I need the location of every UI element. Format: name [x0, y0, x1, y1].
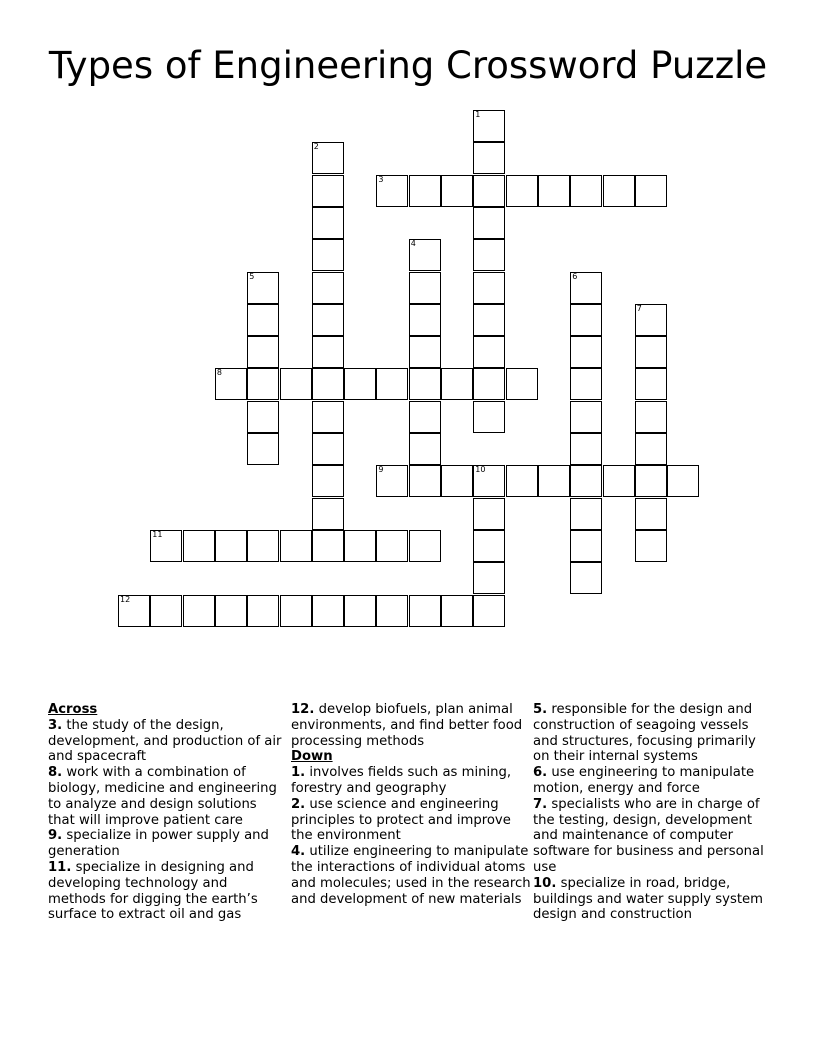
clue-number: 1 — [475, 110, 481, 119]
grid-cell[interactable] — [635, 433, 667, 465]
clues-column-2 — [291, 702, 531, 907]
grid-cell[interactable] — [538, 175, 570, 207]
grid-cell[interactable] — [247, 595, 279, 627]
grid-cell[interactable] — [473, 207, 505, 239]
grid-cell[interactable] — [409, 595, 441, 627]
clue-down-10: 10. specialize in road, bridge, buildings and water supply system design and construction — [533, 875, 763, 923]
grid-cell[interactable] — [247, 304, 279, 336]
grid-cell[interactable] — [376, 465, 408, 497]
grid-cell[interactable] — [312, 142, 344, 174]
grid-cell[interactable] — [376, 175, 408, 207]
clue-down-5: 5. responsible for the design and construction of seagoing vessels and structures, focusing primarily on their internal systems — [533, 702, 756, 765]
grid-cell[interactable] — [473, 336, 505, 368]
grid-cell[interactable] — [215, 368, 247, 400]
grid-cell[interactable] — [344, 595, 376, 627]
page-title: Types of Engineering Crossword Puzzle — [48, 44, 768, 87]
grid-cell[interactable] — [312, 498, 344, 530]
grid-cell[interactable] — [473, 401, 505, 433]
grid-cell[interactable] — [635, 465, 667, 497]
clue-number: 5 — [249, 271, 255, 281]
grid-cell[interactable] — [570, 401, 602, 433]
grid-cell[interactable] — [215, 595, 247, 627]
grid-cell[interactable] — [409, 368, 441, 400]
clue-across-12: 12. develop biofuels, plan animal environments, and find better food processing methods — [291, 702, 523, 749]
grid-cell[interactable] — [473, 498, 505, 530]
clue-number: 6 — [572, 271, 578, 281]
grid-cell[interactable] — [312, 401, 344, 433]
clue-down-6: 6. use engineering to manipulate motion, energy and force — [533, 765, 755, 796]
grid-cell[interactable] — [312, 239, 344, 271]
grid-cell[interactable] — [376, 368, 408, 400]
clue-down-1: 1. involves fields such as mining, forestry and geography — [291, 765, 512, 796]
grid-cell[interactable] — [215, 530, 247, 562]
grid-cell[interactable] — [473, 530, 505, 562]
grid-cell[interactable] — [312, 304, 344, 336]
grid-cell[interactable] — [312, 595, 344, 627]
clue-across-3: 3. the study of the design, development, and production of air and spacecraft — [48, 717, 282, 765]
clue-down-2: 2. use science and engineering principles to protect and improve the environment — [291, 796, 511, 844]
clue-across-9: 9. specialize in power supply and generation — [48, 828, 269, 860]
grid-cell[interactable] — [312, 207, 344, 239]
grid-cell[interactable] — [312, 368, 344, 400]
grid-cell[interactable] — [376, 595, 408, 627]
grid-cell[interactable] — [473, 368, 505, 400]
grid-cell[interactable] — [473, 142, 505, 174]
grid-cell[interactable] — [409, 530, 441, 562]
down-heading: Down — [291, 749, 333, 765]
clue-number: 2 — [313, 142, 319, 152]
clue-across-8: 8. work with a combination of biology, medicine and engineering to analyze and design solutions that will improve patient care — [48, 765, 277, 828]
grid-cell[interactable] — [506, 368, 538, 400]
grid-cell[interactable] — [570, 465, 602, 497]
clue-number: 8 — [216, 368, 222, 378]
grid-cell[interactable] — [312, 272, 344, 304]
grid-cell[interactable] — [247, 433, 279, 465]
grid-cell[interactable] — [409, 175, 441, 207]
clue-number: 9 — [378, 465, 384, 475]
clue-across-11: 11. specialize in designing and developing technology and methods for digging the earth’s surface to extract oil and gas — [48, 859, 258, 923]
grid-cell[interactable] — [570, 498, 602, 530]
grid-cell[interactable] — [473, 239, 505, 271]
grid-cell[interactable] — [247, 401, 279, 433]
grid-cell[interactable] — [635, 530, 667, 562]
grid-cell[interactable] — [280, 368, 312, 400]
grid-cell[interactable] — [570, 530, 602, 562]
grid-cell[interactable] — [635, 336, 667, 368]
grid-cell[interactable] — [473, 175, 505, 207]
grid-cell[interactable] — [409, 433, 441, 465]
grid-cell[interactable] — [280, 595, 312, 627]
grid-cell[interactable] — [247, 336, 279, 368]
grid-cell[interactable] — [635, 175, 667, 207]
grid-cell[interactable] — [409, 272, 441, 304]
grid-cell[interactable] — [183, 530, 215, 562]
grid-cell[interactable] — [506, 465, 538, 497]
grid-cell[interactable] — [667, 465, 699, 497]
clue-number: 3 — [378, 174, 384, 184]
grid-cell[interactable] — [118, 595, 150, 627]
grid-cell[interactable] — [473, 304, 505, 336]
grid-cell[interactable] — [570, 433, 602, 465]
grid-cell[interactable] — [312, 175, 344, 207]
grid-cell[interactable] — [280, 530, 312, 562]
clue-down-7: 7. specialists who are in charge of the testing, design, development and maintenance of computer software for business and personal use — [533, 796, 764, 875]
grid-cell[interactable] — [473, 465, 505, 497]
grid-cell[interactable] — [635, 401, 667, 433]
grid-cell[interactable] — [473, 272, 505, 304]
grid-cell[interactable] — [409, 336, 441, 368]
clue-number: 4 — [410, 239, 416, 249]
grid-cell[interactable] — [441, 465, 473, 497]
clue-number: 12 — [120, 594, 131, 604]
grid-cell[interactable] — [312, 433, 344, 465]
clues-column-3 — [533, 702, 773, 923]
grid-cell[interactable] — [150, 530, 182, 562]
clue-number: 10 — [475, 465, 486, 475]
grid-cell[interactable] — [247, 530, 279, 562]
clue-number: 7 — [636, 303, 642, 313]
grid-cell[interactable] — [441, 595, 473, 627]
grid-cell[interactable] — [473, 110, 505, 142]
grid-cell[interactable] — [570, 304, 602, 336]
across-heading: Across — [48, 702, 98, 717]
grid-cell[interactable] — [409, 465, 441, 497]
clue-down-4: 4. utilize engineering to manipulate the interactions of individual atoms and molecules; used in the research and development of new materials — [291, 844, 531, 907]
grid-cell[interactable] — [473, 562, 505, 594]
grid-cell[interactable] — [312, 530, 344, 562]
grid-cell[interactable] — [603, 465, 635, 497]
grid-cell[interactable] — [635, 498, 667, 530]
grid-cell[interactable] — [441, 368, 473, 400]
grid-cell[interactable] — [409, 304, 441, 336]
grid-cell[interactable] — [312, 465, 344, 497]
grid-cell[interactable] — [376, 530, 408, 562]
grid-cell[interactable] — [150, 595, 182, 627]
grid-cell[interactable] — [344, 530, 376, 562]
grid-cell[interactable] — [183, 595, 215, 627]
grid-cell[interactable] — [312, 336, 344, 368]
grid-cell[interactable] — [247, 368, 279, 400]
grid-cell[interactable] — [570, 175, 602, 207]
clue-number: 11 — [152, 529, 163, 539]
grid-cell[interactable] — [538, 465, 570, 497]
grid-cell[interactable] — [441, 175, 473, 207]
clues-column-1 — [48, 702, 284, 923]
grid-cell[interactable] — [570, 336, 602, 368]
grid-cell[interactable] — [570, 368, 602, 400]
grid-cell[interactable] — [635, 304, 667, 336]
grid-cell[interactable] — [603, 175, 635, 207]
grid-cell[interactable] — [344, 368, 376, 400]
grid-cell[interactable] — [635, 368, 667, 400]
grid-cell[interactable] — [570, 272, 602, 304]
grid-cell[interactable] — [409, 239, 441, 271]
grid-cell[interactable] — [473, 595, 505, 627]
grid-cell[interactable] — [506, 175, 538, 207]
grid-cell[interactable] — [247, 272, 279, 304]
grid-cell[interactable] — [409, 401, 441, 433]
grid-cell[interactable] — [570, 562, 602, 594]
